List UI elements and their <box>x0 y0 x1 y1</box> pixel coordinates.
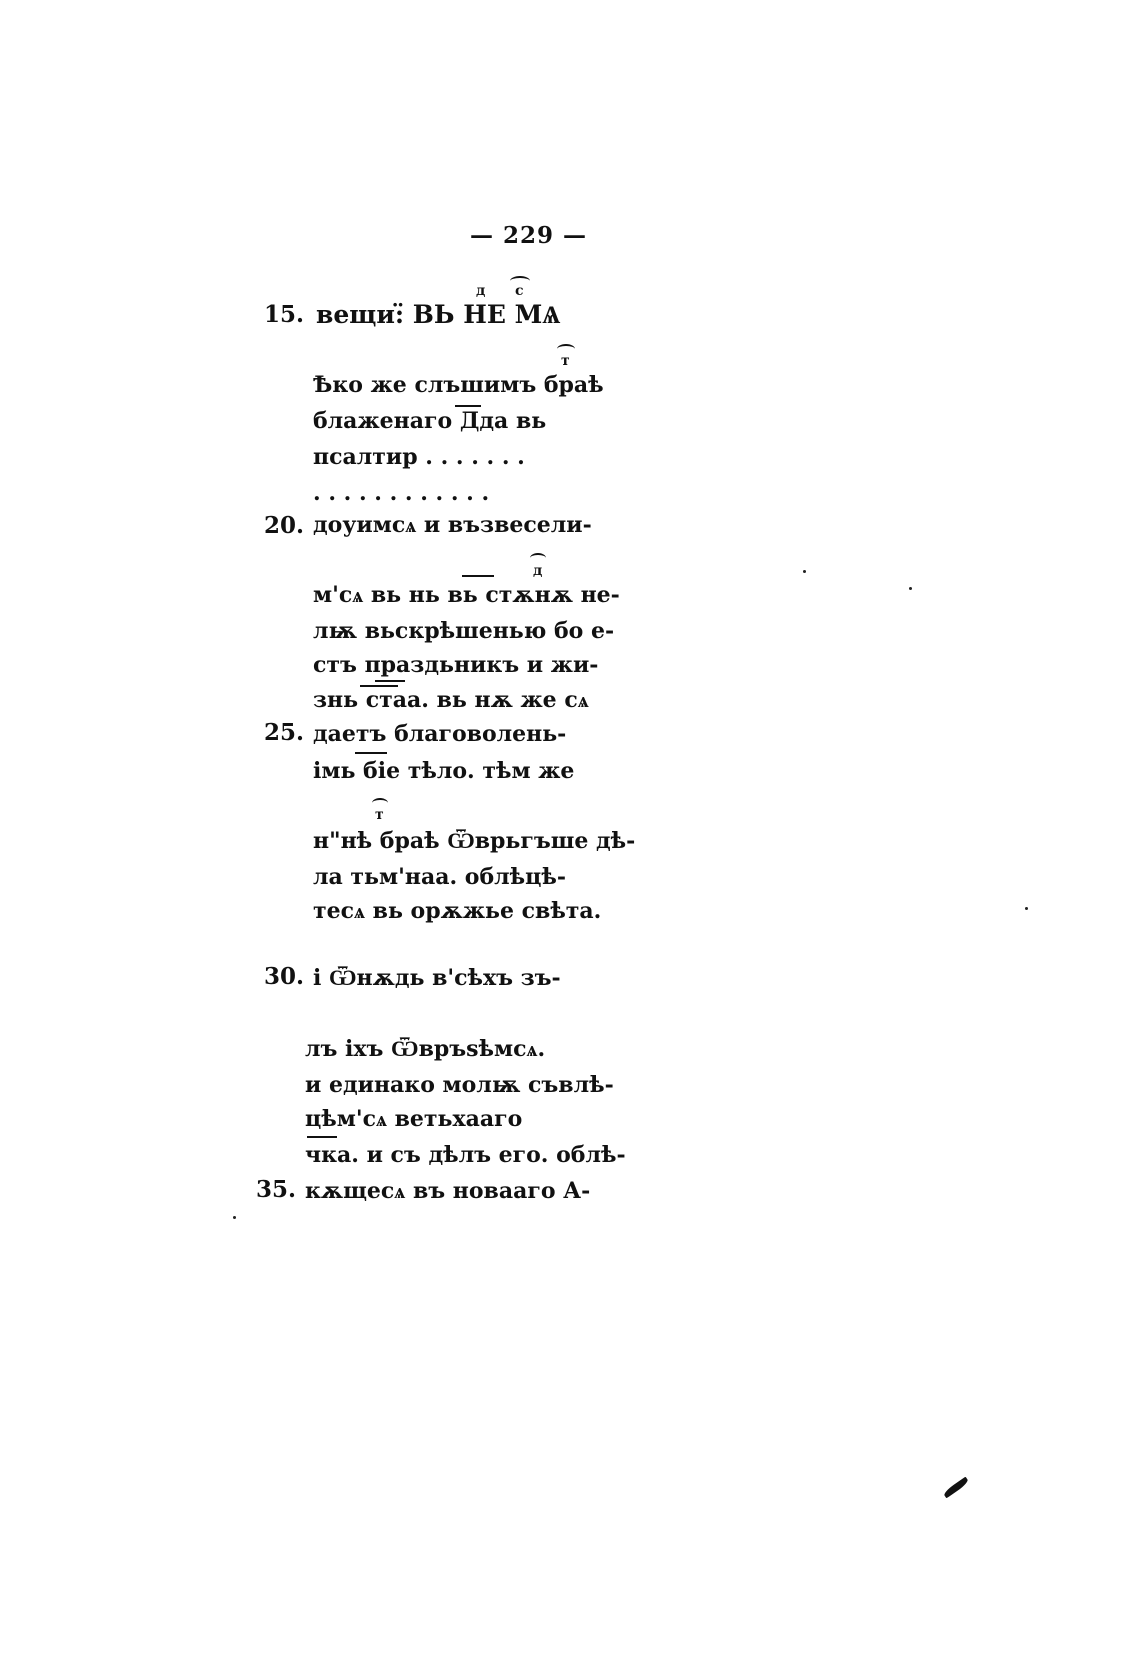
text-line: . . . . . . . . . . . . <box>313 480 490 506</box>
text-line: блаженаго Дда вь <box>313 408 547 434</box>
line-number-15: 15. <box>263 301 304 328</box>
text-line: цѣм'сѧ ветьхааго <box>305 1106 523 1132</box>
text-line: і Ѿнѫдь в'сѣхъ зъ- <box>313 965 561 991</box>
line-number-25: 25. <box>263 719 304 746</box>
page-number: — 229 — <box>470 222 588 249</box>
superscript-d: д <box>533 563 543 579</box>
text-line: Ѣко же слъшимъ браѣ <box>313 372 604 398</box>
abbreviation-bar <box>307 1136 337 1138</box>
line-number-30: 30. <box>263 963 304 990</box>
scan-speck <box>1025 907 1028 910</box>
text-line: даетъ благоволень- <box>313 721 567 747</box>
text-line: кѫщесѧ въ новааго А- <box>305 1178 591 1204</box>
scan-speck <box>803 570 806 573</box>
text-line: вещи:̈ ВЬ НЕ МѦ <box>316 300 561 329</box>
superscript-d: д <box>476 283 486 299</box>
superscript-s: с <box>515 283 524 299</box>
abbreviation-bar <box>462 575 494 577</box>
text-line: и единако молѭ съвлѣ- <box>305 1072 614 1098</box>
abbreviation-bar <box>455 405 481 407</box>
text-line: імь біе тѣло. тѣм же <box>313 758 575 784</box>
superscript-t: т <box>375 807 384 823</box>
text-line: псалтир . . . . . . . <box>313 444 525 470</box>
text-line: доуимсѧ и възвесели- <box>313 512 592 538</box>
abbreviation-bar <box>355 752 387 754</box>
scan-speck <box>909 587 912 590</box>
text-line: ла тьм'наа. облѣцѣ- <box>313 864 566 890</box>
line-number-35: 35. <box>255 1176 296 1203</box>
superscript-t: т <box>561 353 570 369</box>
text-line: тесѧ вь орѫжье свѣта. <box>313 898 602 924</box>
scan-speck <box>233 1216 236 1219</box>
text-line: н"нѣ браѣ Ѿврьгъше дѣ- <box>313 828 636 854</box>
text-line: лъ іхъ Ѿвръѕѣмсѧ. <box>305 1036 546 1062</box>
text-line: м'сѧ вь нь вь стѫнѫ не- <box>313 582 620 608</box>
text-line: знь стаа. вь нѫ же сѧ <box>313 687 589 713</box>
ink-stroke <box>943 1477 970 1499</box>
text-line: чка. и съ дѣлъ его. облѣ- <box>305 1142 626 1168</box>
text-line: стъ праздьникъ и жи- <box>313 652 599 678</box>
text-line: лѭ вьскрѣшенью бо е- <box>313 618 615 644</box>
line-number-20: 20. <box>263 512 304 539</box>
abbreviation-bar <box>375 680 405 682</box>
titlo-mark <box>530 553 546 563</box>
